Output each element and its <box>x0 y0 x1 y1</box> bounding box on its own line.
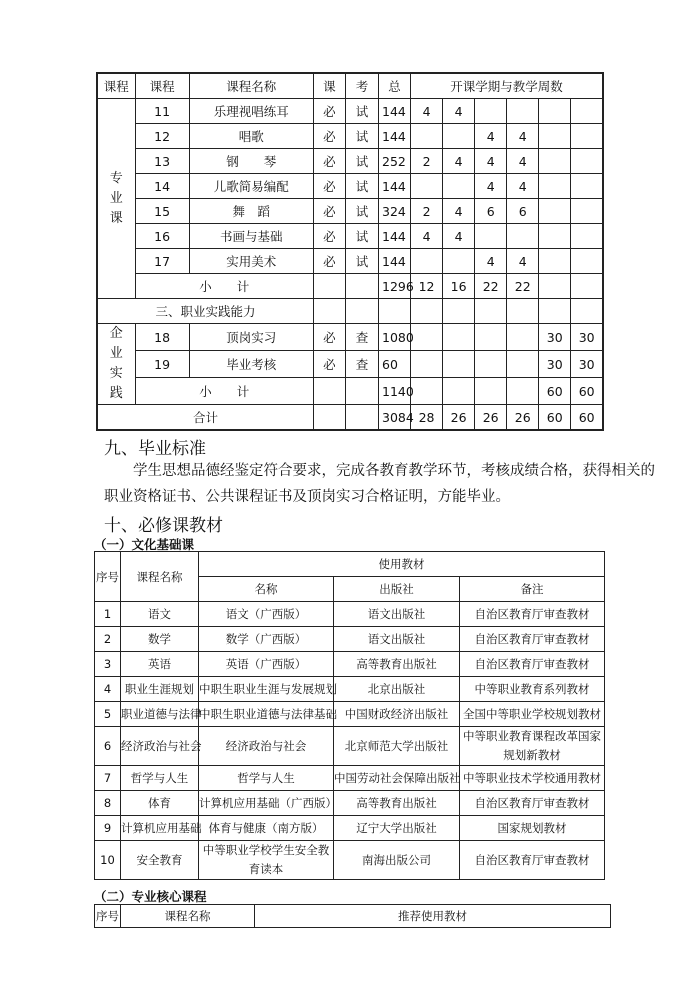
term-weeks <box>571 249 603 274</box>
empty-cell <box>313 405 345 431</box>
header-course-type: 课 <box>313 73 345 99</box>
course-group-label: 专 业 课 <box>97 99 135 299</box>
textbook-note: 自治区教育厅审查教材 <box>460 602 605 627</box>
course-row <box>97 249 603 274</box>
grand-total-row <box>97 405 603 431</box>
textbook-name: 哲学与人生 <box>199 766 334 791</box>
course-number: 16 <box>135 224 189 249</box>
textbook-no: 7 <box>95 766 121 791</box>
core-header-course: 课程名称 <box>121 905 255 928</box>
empty-cell <box>313 299 345 324</box>
course-type: 必 <box>313 149 345 174</box>
term-weeks: 4 <box>411 224 443 249</box>
textbook-no: 2 <box>95 627 121 652</box>
total-hours: 324 <box>379 199 411 224</box>
textbook-no: 3 <box>95 652 121 677</box>
term-weeks <box>571 124 603 149</box>
subtotal-total: 3084 <box>379 405 411 431</box>
term-weeks <box>443 324 475 351</box>
term-weeks <box>443 124 475 149</box>
term-weeks <box>507 224 539 249</box>
course-row <box>97 149 603 174</box>
subsection-core-title: （二）专业核心课程 <box>94 889 207 904</box>
header-total-hours: 总 <box>379 73 411 99</box>
textbook-row <box>95 791 605 816</box>
empty-cell <box>411 299 443 324</box>
empty-cell <box>539 299 571 324</box>
subtotal-label: 合计 <box>97 405 313 431</box>
term-weeks <box>475 351 507 378</box>
course-number: 13 <box>135 149 189 174</box>
term-weeks <box>443 249 475 274</box>
total-hours: 60 <box>379 351 411 378</box>
term-weeks: 4 <box>475 124 507 149</box>
textbook-no: 1 <box>95 602 121 627</box>
course-type: 必 <box>313 249 345 274</box>
textbook-course: 安全教育 <box>121 841 199 880</box>
header-exam-type: 考 <box>345 73 378 99</box>
core-header-book: 推荐使用教材 <box>255 905 611 928</box>
subtotal-label: 小 计 <box>135 378 313 405</box>
term-weeks <box>411 124 443 149</box>
subtotal-total: 1296 <box>379 274 411 299</box>
empty-cell <box>475 299 507 324</box>
textbook-no: 10 <box>95 841 121 880</box>
subtotal-term: 28 <box>411 405 443 431</box>
graduation-standard-text <box>104 458 664 510</box>
empty-cell <box>313 378 345 405</box>
exam-type: 试 <box>345 149 378 174</box>
total-hours: 144 <box>379 224 411 249</box>
textbook-publisher: 北京师范大学出版社 <box>334 727 460 766</box>
textbook-row <box>95 816 605 841</box>
textbook-row <box>95 702 605 727</box>
term-weeks: 4 <box>443 99 475 124</box>
textbook-no: 6 <box>95 727 121 766</box>
empty-cell <box>345 405 378 431</box>
col-header-no: 序号 <box>95 552 121 602</box>
subtotal-term: 22 <box>475 274 507 299</box>
course-row <box>97 224 603 249</box>
course-group-label: 企 业 实 践 <box>97 324 135 405</box>
subtotal-total: 1140 <box>379 378 411 405</box>
term-weeks <box>571 174 603 199</box>
course-type: 必 <box>313 324 345 351</box>
textbook-note: 自治区教育厅审查教材 <box>460 791 605 816</box>
textbook-no: 8 <box>95 791 121 816</box>
textbook-no: 9 <box>95 816 121 841</box>
course-name: 顶岗实习 <box>189 324 313 351</box>
term-weeks <box>571 149 603 174</box>
course-type: 必 <box>313 99 345 124</box>
textbook-row <box>95 727 605 766</box>
textbook-course: 语文 <box>121 602 199 627</box>
textbook-name: 中等职业学校学生安全教育读本 <box>199 841 334 880</box>
subtotal-term <box>443 378 475 405</box>
subtotal-term <box>475 378 507 405</box>
course-number: 12 <box>135 124 189 149</box>
subtotal-term: 60 <box>539 378 571 405</box>
subsection-culture-title: （一）文化基础课 <box>94 537 195 552</box>
textbook-note: 中等职业技术学校通用教材 <box>460 766 605 791</box>
graduation-standard-body: 学生思想品德经鉴定符合要求，完成各教育教学环节，考核成绩合格，获得相关的职业资格证书、公共课程证书及顶岗实习合格证明，方能毕业。 <box>104 463 655 505</box>
textbook-row <box>95 652 605 677</box>
term-weeks: 4 <box>443 224 475 249</box>
textbook-no: 5 <box>95 702 121 727</box>
textbook-publisher: 中国劳动社会保障出版社 <box>334 766 460 791</box>
core-course-table <box>94 904 611 928</box>
term-weeks: 30 <box>539 324 571 351</box>
exam-type: 试 <box>345 99 378 124</box>
textbook-course: 经济政治与社会 <box>121 727 199 766</box>
subtotal-term: 26 <box>507 405 539 431</box>
subtotal-term: 26 <box>475 405 507 431</box>
textbook-name: 数学（广西版） <box>199 627 334 652</box>
term-weeks: 4 <box>411 99 443 124</box>
textbook-course: 职业生涯规划 <box>121 677 199 702</box>
subtotal-term <box>411 378 443 405</box>
term-weeks <box>507 99 539 124</box>
term-weeks: 4 <box>507 149 539 174</box>
textbook-note: 中等职业教育系列教材 <box>460 677 605 702</box>
textbook-row <box>95 841 605 880</box>
term-weeks: 4 <box>443 149 475 174</box>
textbook-row <box>95 766 605 791</box>
plan-header-row <box>97 73 603 99</box>
exam-type: 试 <box>345 174 378 199</box>
term-weeks: 4 <box>475 149 507 174</box>
exam-type: 查 <box>345 351 378 378</box>
section-10-title: 十、必修课教材 <box>104 516 223 536</box>
textbook-publisher: 南海出版公司 <box>334 841 460 880</box>
term-weeks <box>539 174 571 199</box>
textbook-name: 中职生职业道德与法律基础 <box>199 702 334 727</box>
term-weeks: 4 <box>507 249 539 274</box>
textbook-name: 中职生职业生涯与发展规划 <box>199 677 334 702</box>
total-hours: 144 <box>379 99 411 124</box>
textbook-publisher: 北京出版社 <box>334 677 460 702</box>
textbook-course: 职业道德与法律 <box>121 702 199 727</box>
teaching-plan-table <box>96 72 604 431</box>
term-weeks <box>475 99 507 124</box>
empty-cell <box>507 299 539 324</box>
course-row <box>97 99 603 124</box>
term-weeks: 4 <box>443 199 475 224</box>
term-weeks <box>411 174 443 199</box>
col-header-name: 名称 <box>199 577 334 602</box>
textbook-course: 数学 <box>121 627 199 652</box>
term-weeks: 30 <box>571 351 603 378</box>
textbook-row <box>95 602 605 627</box>
course-row <box>97 351 603 378</box>
term-weeks: 4 <box>507 124 539 149</box>
term-weeks <box>571 224 603 249</box>
header-course-name: 课程名称 <box>189 73 313 99</box>
textbook-no: 4 <box>95 677 121 702</box>
empty-cell <box>571 299 603 324</box>
course-type: 必 <box>313 351 345 378</box>
course-name: 钢 琴 <box>189 149 313 174</box>
subtotal-term: 26 <box>443 405 475 431</box>
course-number: 15 <box>135 199 189 224</box>
subtotal-term: 22 <box>507 274 539 299</box>
course-type: 必 <box>313 199 345 224</box>
term-weeks <box>475 224 507 249</box>
exam-type: 试 <box>345 124 378 149</box>
section-9-title: 九、毕业标准 <box>104 439 206 459</box>
subtotal-term: 60 <box>539 405 571 431</box>
empty-cell <box>443 299 475 324</box>
term-weeks: 2 <box>411 149 443 174</box>
term-weeks <box>571 199 603 224</box>
course-number: 18 <box>135 324 189 351</box>
textbook-course: 体育 <box>121 791 199 816</box>
course-number: 17 <box>135 249 189 274</box>
zhuanye-subtotal-row <box>97 274 603 299</box>
section-3-label: 三、职业实践能力 <box>97 299 313 324</box>
course-name: 实用美术 <box>189 249 313 274</box>
course-name: 毕业考核 <box>189 351 313 378</box>
textbook-publisher: 辽宁大学出版社 <box>334 816 460 841</box>
term-weeks: 2 <box>411 199 443 224</box>
term-weeks <box>411 249 443 274</box>
col-header-note: 备注 <box>460 577 605 602</box>
exam-type: 查 <box>345 324 378 351</box>
textbook-name: 体育与健康（南方版） <box>199 816 334 841</box>
term-weeks <box>571 99 603 124</box>
subtotal-term: 16 <box>443 274 475 299</box>
term-weeks: 4 <box>475 174 507 199</box>
course-name: 乐理视唱练耳 <box>189 99 313 124</box>
course-type: 必 <box>313 224 345 249</box>
exam-type: 试 <box>345 199 378 224</box>
term-weeks: 30 <box>571 324 603 351</box>
exam-type: 试 <box>345 224 378 249</box>
textbook-name: 计算机应用基础（广西版） <box>199 791 334 816</box>
header-course-number: 课程 <box>135 73 189 99</box>
textbook-note: 自治区教育厅审查教材 <box>460 652 605 677</box>
subtotal-term <box>571 274 603 299</box>
section-3-row <box>97 299 603 324</box>
term-weeks <box>507 324 539 351</box>
textbook-note: 全国中等职业学校规划教材 <box>460 702 605 727</box>
course-row <box>97 174 603 199</box>
core-header-no: 序号 <box>95 905 121 928</box>
textbook-publisher: 语文出版社 <box>334 602 460 627</box>
course-name: 儿歌简易编配 <box>189 174 313 199</box>
course-row <box>97 124 603 149</box>
total-hours: 1080 <box>379 324 411 351</box>
course-number: 14 <box>135 174 189 199</box>
textbook-note: 中等职业教育课程改革国家规划新教材 <box>460 727 605 766</box>
term-weeks <box>475 324 507 351</box>
course-name: 唱歌 <box>189 124 313 149</box>
empty-cell <box>345 299 378 324</box>
textbook-publisher: 语文出版社 <box>334 627 460 652</box>
course-number: 11 <box>135 99 189 124</box>
term-weeks: 30 <box>539 351 571 378</box>
course-row <box>97 324 603 351</box>
textbook-publisher: 中国财政经济出版社 <box>334 702 460 727</box>
header-terms: 开课学期与教学周数 <box>411 73 603 99</box>
textbook-name: 英语（广西版） <box>199 652 334 677</box>
subtotal-term <box>539 274 571 299</box>
term-weeks <box>539 149 571 174</box>
term-weeks <box>539 124 571 149</box>
textbook-name: 经济政治与社会 <box>199 727 334 766</box>
total-hours: 144 <box>379 124 411 149</box>
subtotal-term: 60 <box>571 405 603 431</box>
course-name: 书画与基础 <box>189 224 313 249</box>
subtotal-term: 60 <box>571 378 603 405</box>
term-weeks <box>539 249 571 274</box>
textbook-course: 哲学与人生 <box>121 766 199 791</box>
course-type: 必 <box>313 174 345 199</box>
exam-type: 试 <box>345 249 378 274</box>
total-hours: 252 <box>379 149 411 174</box>
total-hours: 144 <box>379 249 411 274</box>
term-weeks <box>507 351 539 378</box>
subtotal-label: 小 计 <box>135 274 313 299</box>
empty-cell <box>313 274 345 299</box>
term-weeks <box>411 324 443 351</box>
header-course-category: 课程 <box>97 73 135 99</box>
col-header-publisher: 出版社 <box>334 577 460 602</box>
textbook-course: 英语 <box>121 652 199 677</box>
term-weeks: 4 <box>507 174 539 199</box>
textbook-row <box>95 677 605 702</box>
term-weeks <box>539 199 571 224</box>
course-number: 19 <box>135 351 189 378</box>
textbook-note: 自治区教育厅审查教材 <box>460 841 605 880</box>
term-weeks <box>443 351 475 378</box>
textbook-publisher: 高等教育出版社 <box>334 791 460 816</box>
term-weeks <box>539 224 571 249</box>
textbook-row <box>95 627 605 652</box>
term-weeks <box>411 351 443 378</box>
course-row <box>97 199 603 224</box>
textbook-table <box>94 551 605 880</box>
subtotal-term: 12 <box>411 274 443 299</box>
empty-cell <box>345 378 378 405</box>
empty-cell <box>345 274 378 299</box>
subtotal-term <box>507 378 539 405</box>
col-header-course: 课程名称 <box>121 552 199 602</box>
term-weeks: 6 <box>475 199 507 224</box>
term-weeks: 6 <box>507 199 539 224</box>
course-type: 必 <box>313 124 345 149</box>
textbook-course: 计算机应用基础 <box>121 816 199 841</box>
term-weeks: 4 <box>475 249 507 274</box>
textbook-note: 自治区教育厅审查教材 <box>460 627 605 652</box>
qiye-subtotal-row <box>97 378 603 405</box>
term-weeks <box>539 99 571 124</box>
course-name: 舞 蹈 <box>189 199 313 224</box>
total-hours: 144 <box>379 174 411 199</box>
empty-cell <box>379 299 411 324</box>
col-header-textbook-group: 使用教材 <box>199 552 605 577</box>
textbook-note: 国家规划教材 <box>460 816 605 841</box>
term-weeks <box>443 174 475 199</box>
textbook-publisher: 高等教育出版社 <box>334 652 460 677</box>
textbook-name: 语文（广西版） <box>199 602 334 627</box>
